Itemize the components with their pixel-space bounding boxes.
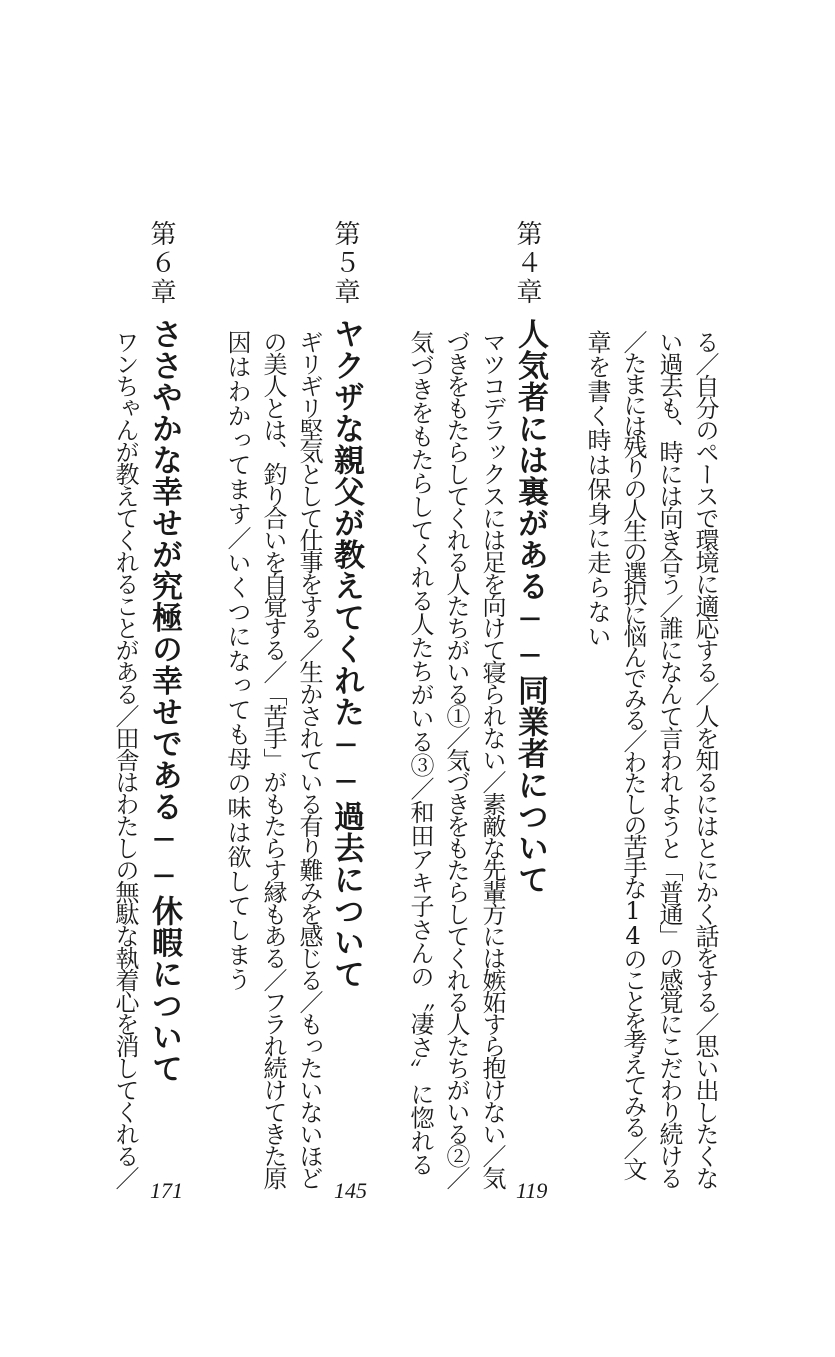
continuation-line: る／自分のペースで環境に適応する／人を知るにはとにかく話をする／思い出したくな (691, 330, 719, 1188)
chapter-4-title: 人気者には裏がある──同業者について (512, 318, 548, 895)
continuation-line: ／たまには残りの人生の選択に悩んでみる／わたしの苦手な14のことを考えてみる／文 (619, 330, 647, 1178)
chapter-6-line: ワンちゃんが教えてくれることがある／田舎はわたしの無駄な執着心を消してくれる／ (111, 330, 139, 1188)
chapter-5-line: の美人とは、釣り合いを自覚する／「苦手」がもたらす縁もある／フラれ続けてきた原 (259, 330, 287, 1188)
chapter-4-page-number: 119 (516, 1178, 548, 1203)
chapter-4-label: 第４章 (512, 220, 542, 307)
chapter-4-line: づきをもたらしてくれる人たちがいる①／気づきをもたらしてくれる人たちがいる②／ (442, 330, 470, 1188)
chapter-4-line: マツコデラックスには足を向けて寝られない／素敵な先輩方には嫉妬すら抱けない／気 (478, 330, 506, 1188)
chapter-4-line: 気づきをもたらしてくれる人たちがいる③／和田アキ子さんの〝凄さ〟に惚れる (406, 330, 434, 1176)
chapter-5-line: 因はわかってます／いくつになっても母の味は欲してしまう (223, 330, 251, 992)
chapter-6-label: 第６章 (146, 220, 176, 307)
continuation-line: 章を書く時は保身に走らない (583, 330, 611, 649)
chapter-6-title: ささやかな幸せが究極の幸せである──休暇について (146, 318, 182, 1084)
chapter-5-title: ヤクザな親父が教えてくれた──過去について (328, 318, 364, 990)
chapter-5-label: 第５章 (330, 220, 360, 307)
chapter-5-page-number: 145 (334, 1178, 367, 1203)
continuation-line: い過去も、時には向き合う／誰になんて言われようと「普通」の感覚にこだわり続ける (655, 330, 683, 1188)
chapter-5-line: ギリギリ堅気として仕事をする／生かされている有り難みを感じる／もったいないほど (295, 330, 323, 1188)
chapter-6-page-number: 171 (150, 1178, 183, 1203)
